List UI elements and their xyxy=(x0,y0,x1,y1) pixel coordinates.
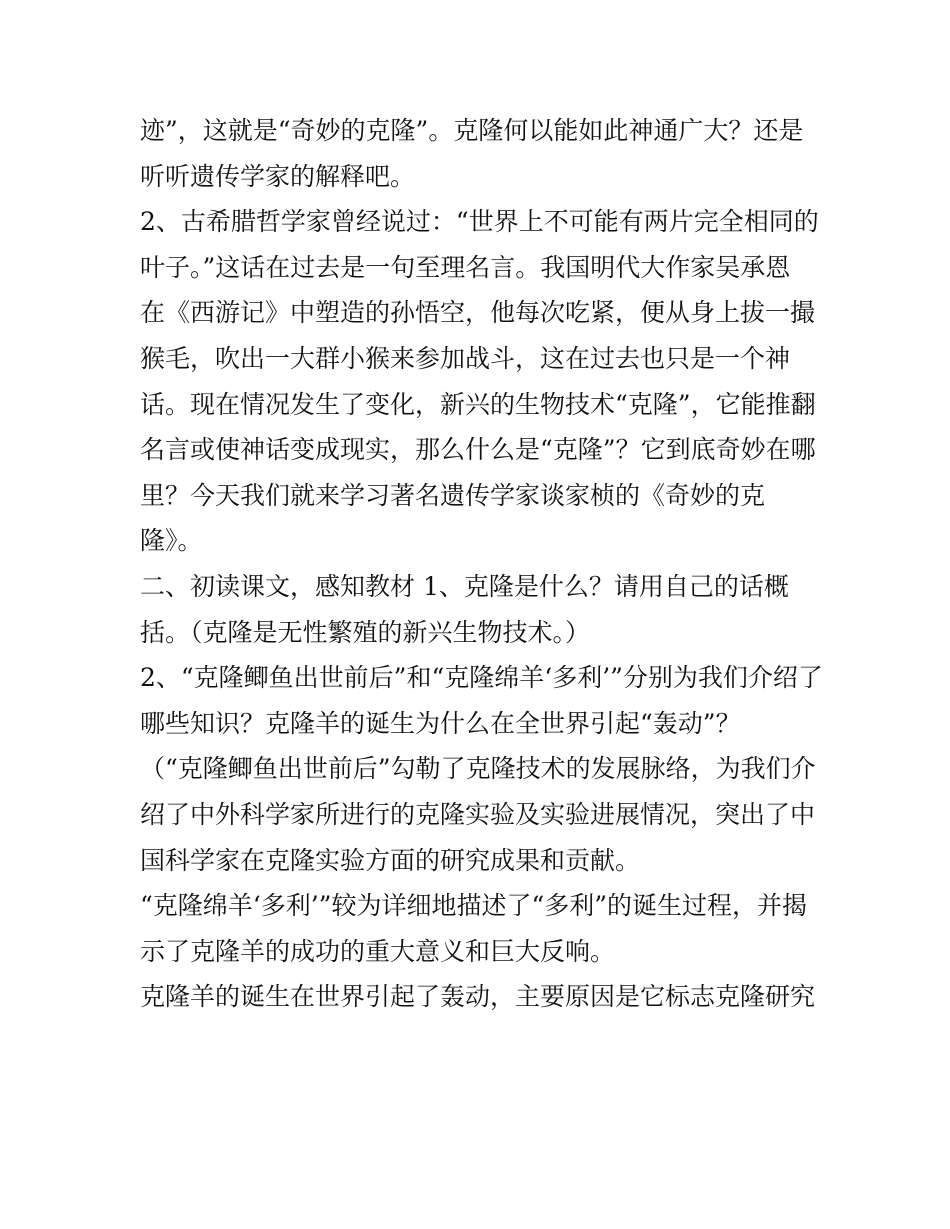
text-line: 名言或使神话变成现实，那么什么是“克隆”？它到底奇妙在哪 xyxy=(140,435,816,465)
text-line: 在《西游记》中塑造的孙悟空，他每次吃紧，便从身上拔一撮 xyxy=(140,298,816,328)
document-text xyxy=(140,108,823,1020)
text-line: （“克隆鲫鱼出世前后”勾勒了克隆技术的发展脉络，为我们介 xyxy=(140,754,816,784)
text-line: 迹”，这就是“奇妙的克隆”。克隆何以能如此神通广大？还是 xyxy=(140,116,804,145)
text-line: 猴毛，吹出一大群小猴来参加战斗，这在过去也只是一个神 xyxy=(140,343,791,373)
text-line: “克隆绵羊‘多利’”较为详细地描述了“多利”的诞生过程，并揭 xyxy=(140,891,808,921)
text-line: 哪些知识？克隆羊的诞生为什么在全世界引起“轰动”？ xyxy=(140,708,741,738)
text-line: 绍了中外科学家所进行的克隆实验及实验进展情况，突出了中 xyxy=(140,799,816,829)
text-line: 2、古希腊哲学家曾经说过：“世界上不可能有两片完全相同的 xyxy=(140,207,819,237)
text-line: 2、“克隆鲫鱼出世前后”和“克隆绵羊‘多利’”分别为我们介绍了 xyxy=(140,663,823,693)
text-line: 听听遗传学家的解释吧。 xyxy=(140,161,416,191)
text-line: 叶子。”这话在过去是一句至理名言。我国明代大作家吴承恩 xyxy=(140,252,791,282)
text-line: 话。现在情况发生了变化，新兴的生物技术“克隆”，它能推翻 xyxy=(140,389,816,419)
text-line: 二、初读课文，感知教材 1、克隆是什么？请用自己的话概 xyxy=(140,571,789,601)
text-line: 克隆羊的诞生在世界引起了轰动，主要原因是它标志克隆研究 xyxy=(140,982,816,1012)
text-line: 国科学家在克隆实验方面的研究成果和贡献。 xyxy=(140,845,641,875)
text-line: 里？今天我们就来学习著名遗传学家谈家桢的《奇妙的克 xyxy=(140,480,766,510)
text-line: 括。（克隆是无性繁殖的新兴生物技术。） xyxy=(140,617,591,647)
text-line: 隆》。 xyxy=(140,526,203,556)
text-line: 示了克隆羊的成功的重大意义和巨大反响。 xyxy=(140,936,616,966)
